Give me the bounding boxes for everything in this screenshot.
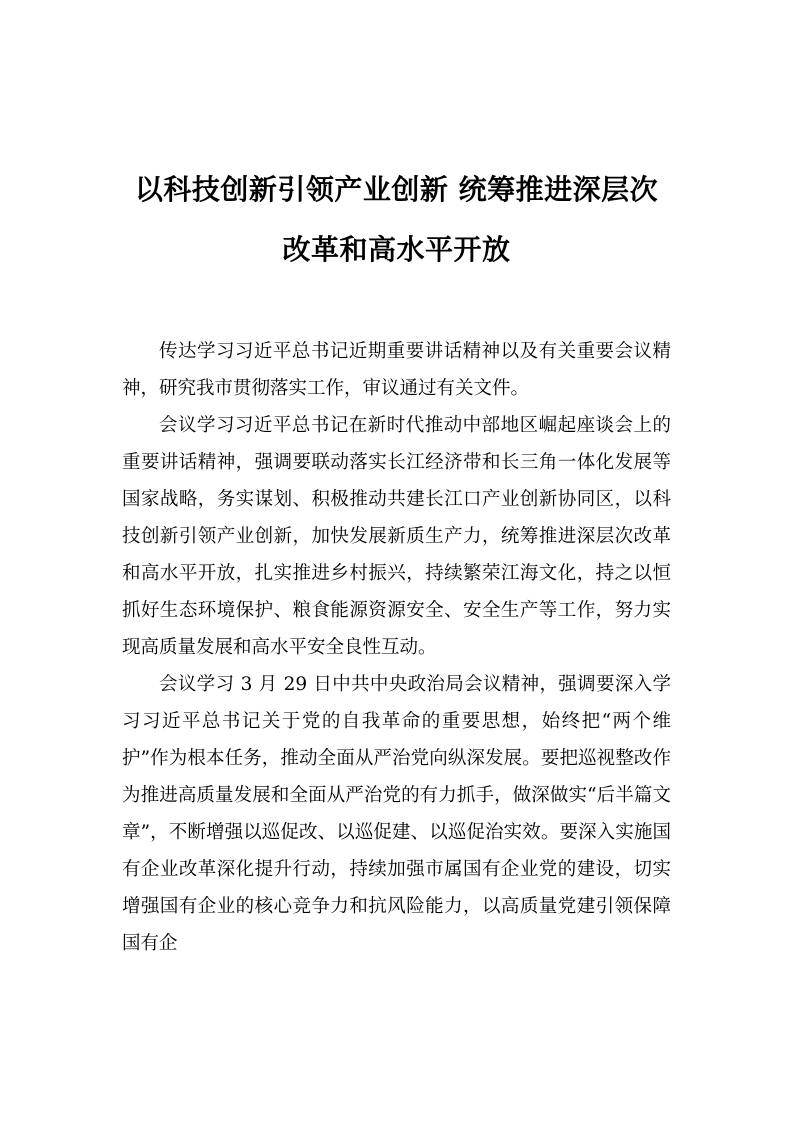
document-title bbox=[60, 160, 733, 280]
title-line-1: 以科技创新引领产业创新 统筹推进深层次 bbox=[134, 173, 659, 206]
document-body bbox=[122, 333, 671, 962]
title-line-2: 改革和高水平开放 bbox=[282, 233, 511, 266]
paragraph-2: 会议学习习近平总书记在新时代推动中部地区崛起座谈会上的重要讲话精神，强调要联动落实长江经济带和长三角一体化发展等国家战略，务实谋划、积极推动共建长江口产业创新协同区，以科技创新引领产业创新，加快发展新质生产力，统筹推进深层次改革和高水平开放，扎实推进乡村振兴，持续繁荣江海文化，持之以恒抓好生态环境保护、粮食能源资源安全、安全生产等工作，努力实现高质量发展和高水平安全良性互动。 bbox=[122, 415, 671, 658]
paragraph-3: 会议学习 3 月 29 日中共中央政治局会议精神，强调要深入学习习近平总书记关于党的自我革命的重要思想，始终把“两个维护”作为根本任务，推动全面从严治党向纵深发展。要把巡视整改作为推进高质量发展和全面从严治党的有力抓手，做深做实“后半篇文章”，不断增强以巡促改、以巡促建、以巡促治实效。要深入实施国有企业改革深化提升行动，持续加强市属国有企业党的建设，切实增强国有企业的核心竞争力和抗风险能力，以高质量党建引领保障国有企 bbox=[122, 674, 671, 954]
paragraph-1: 传达学习习近平总书记近期重要讲话精神以及有关重要会议精神，研究我市贯彻落实工作，审议通过有关文件。 bbox=[122, 341, 671, 399]
